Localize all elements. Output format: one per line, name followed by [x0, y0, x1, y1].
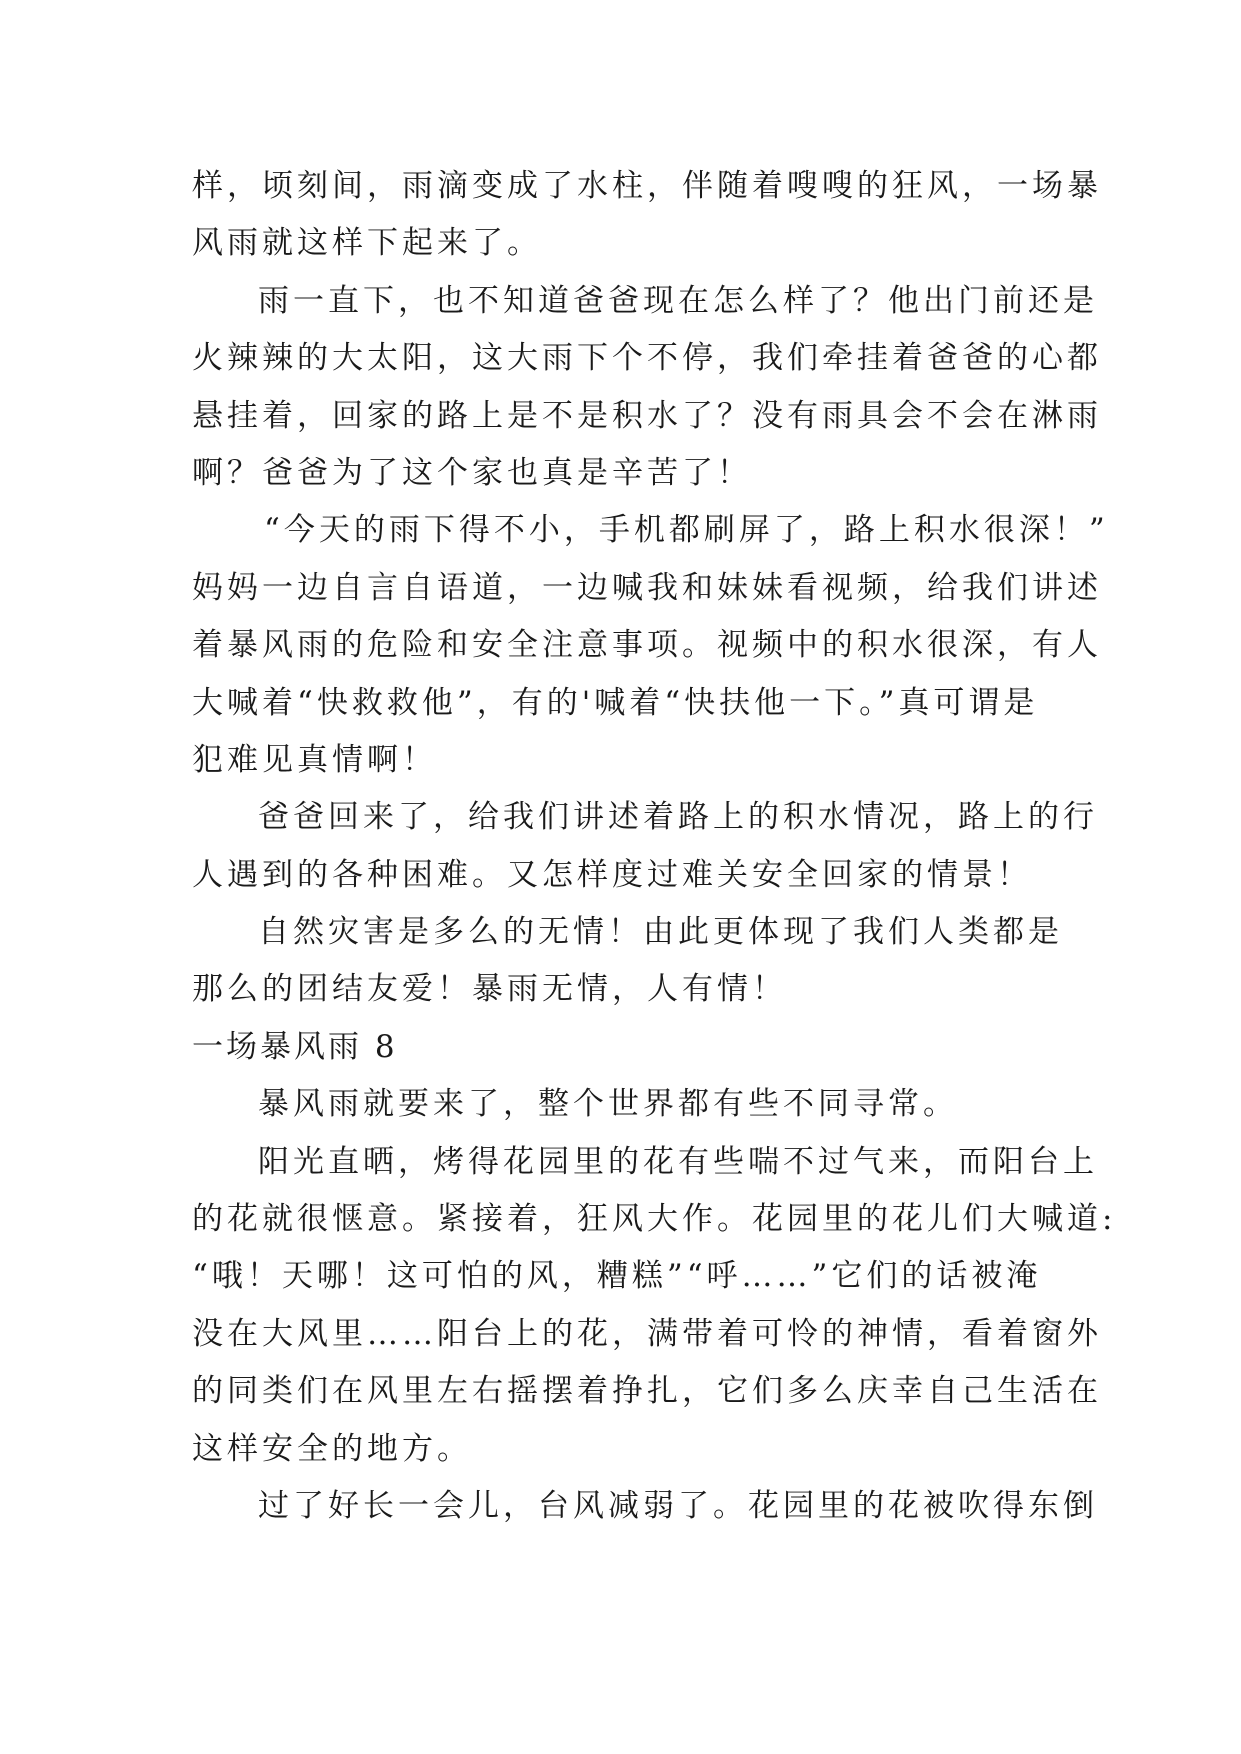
- paragraph-start-line: 自然灾害是多么的无情！由此更体现了我们人类都是: [258, 914, 1063, 951]
- paragraph-start-line: 暴风雨就要来了，整个世界都有些不同寻常。: [258, 1086, 958, 1123]
- text-line: 没在大风里……阳台上的花，满带着可怜的神情，看着窗外: [192, 1315, 1102, 1352]
- text-line: 的花就很惬意。紧接着，狂风大作。花园里的花儿们大喊道:: [192, 1201, 1117, 1238]
- paragraph-start-line: 雨一直下，也不知道爸爸现在怎么样了？他出门前还是: [258, 282, 1098, 319]
- text-line: 的同类们在风里左右摇摆着挣扎，它们多么庆幸自己生活在: [192, 1373, 1102, 1410]
- paragraph-start-line: 过了好长一会儿，台风减弱了。花园里的花被吹得东倒: [258, 1487, 1098, 1524]
- text-line: 火辣辣的大太阳，这大雨下个不停，我们牵挂着爸爸的心都: [192, 340, 1102, 377]
- text-line: 那么的团结友爱！暴雨无情，人有情！: [192, 971, 787, 1008]
- paragraph-start-line: 阳光直晒，烤得花园里的花有些喘不过气来，而阳台上: [258, 1143, 1098, 1180]
- paragraph-start-line: 爸爸回来了，给我们讲述着路上的积水情况，路上的行: [258, 799, 1098, 836]
- text-line: 大喊着“快救救他”，有的'喊着“快扶他一下。”真可谓是: [192, 684, 1039, 721]
- text-line: “哦！天哪！这可怕的风，糟糕”“呼……”它们的话被淹: [192, 1258, 1042, 1295]
- section-heading: 一场暴风雨 8: [192, 1028, 398, 1065]
- text-line: 人遇到的各种困难。又怎样度过难关安全回家的情景！: [192, 856, 1032, 893]
- text-line: 风雨就这样下起来了。: [192, 225, 542, 262]
- text-line: 样，顷刻间，雨滴变成了水柱，伴随着嗖嗖的狂风，一场暴: [192, 168, 1102, 204]
- paragraph-start-line: “今天的雨下得不小，手机都刷屏了，路上积水很深！”: [264, 512, 1109, 549]
- text-line: 妈妈一边自言自语道，一边喊我和妹妹看视频，给我们讲述: [192, 569, 1102, 606]
- text-line: 悬挂着，回家的路上是不是积水了？没有雨具会不会在淋雨: [192, 397, 1102, 434]
- document-body: [192, 158, 1117, 1535]
- text-line: 犯难见真情啊！: [192, 741, 437, 778]
- text-line: 着暴风雨的危险和安全注意事项。视频中的积水很深，有人: [192, 627, 1102, 664]
- text-line: 啊？爸爸为了这个家也真是辛苦了！: [192, 454, 752, 491]
- text-line: 这样安全的地方。: [192, 1430, 472, 1467]
